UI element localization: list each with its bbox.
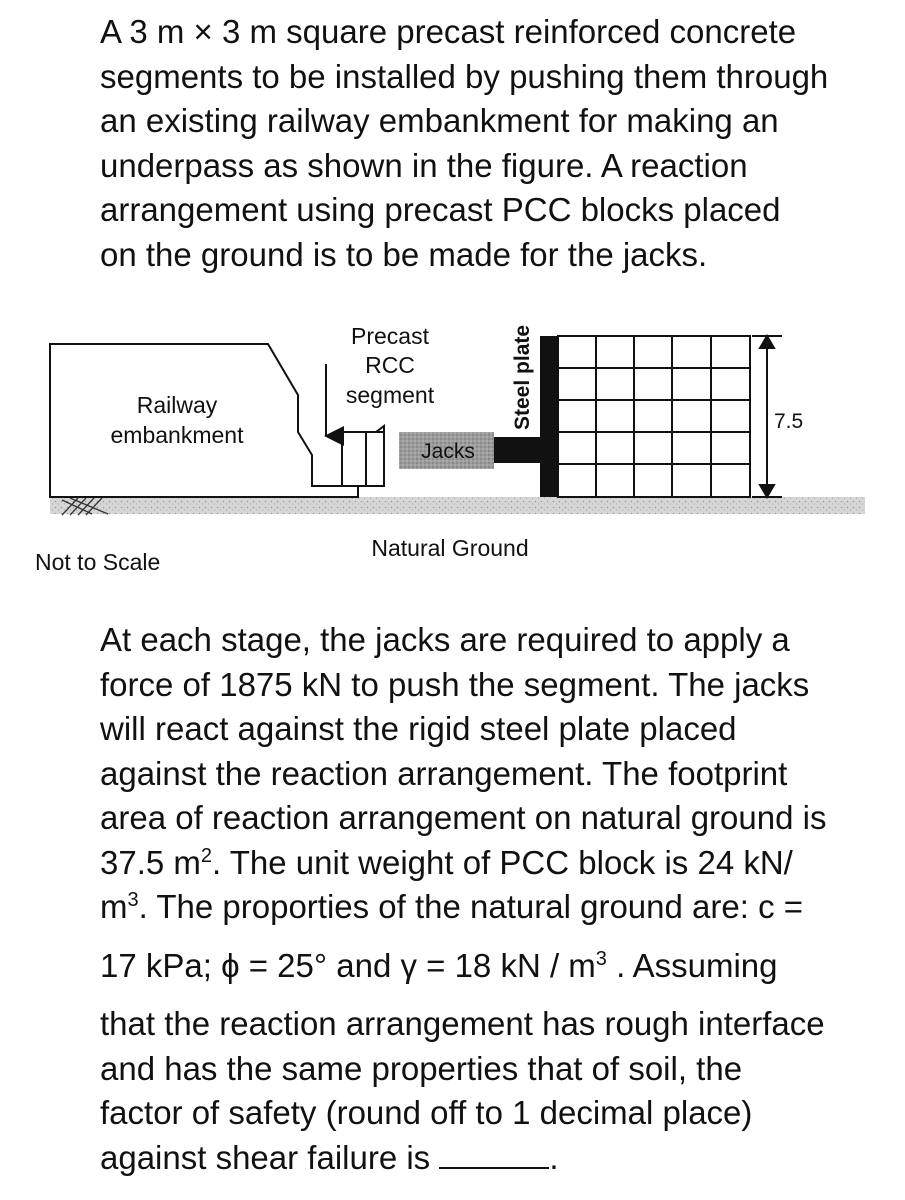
unit-weight-text: . The unit weight of PCC block is 24 kN/ xyxy=(212,843,793,881)
area-exponent: 2 xyxy=(200,844,213,867)
intro-line: an existing railway embankment for making an xyxy=(100,102,779,139)
segment-label-3: segment xyxy=(345,382,435,408)
body-line xyxy=(100,841,860,886)
railway-embankment xyxy=(50,344,358,497)
ground-label: Natural Ground xyxy=(371,535,529,561)
underpass-figure xyxy=(0,290,905,590)
problem-body-paragraph xyxy=(100,618,860,1180)
body-line: and has the same properties that of soil, the xyxy=(100,1049,743,1087)
assuming-text: . Assuming xyxy=(606,946,778,984)
problem-intro-paragraph xyxy=(100,10,830,277)
jacks-label: Jacks xyxy=(421,440,475,463)
segment-label-2: RCC xyxy=(365,352,415,378)
intro-line: arrangement using precast PCC blocks placed xyxy=(100,191,781,228)
body-line: will react against the rigid steel plate placed xyxy=(100,710,737,747)
steel-plate-label: Steel plate xyxy=(511,324,534,430)
body-line xyxy=(100,885,860,930)
reaction-block-grid xyxy=(558,336,750,497)
embankment-label-1: Railway xyxy=(136,392,218,418)
body-line xyxy=(100,944,860,989)
body-line: force of 1875 kN to push the segment. The jacks xyxy=(100,665,810,703)
final-line-text: against shear failure is xyxy=(100,1138,431,1176)
segment-collar xyxy=(366,432,384,486)
properties-text: . The proporties of the natural ground are: c = xyxy=(138,888,804,925)
gamma-unit-exponent: 3 xyxy=(595,947,607,970)
steel-plate xyxy=(540,336,558,497)
unit-exponent: 3 xyxy=(127,889,139,911)
intro-line: on the ground is to be made for the jacks. xyxy=(100,235,708,273)
body-line: against the reaction arrangement. The footprint xyxy=(100,754,788,792)
segment-label-1: Precast xyxy=(351,323,429,349)
natural-ground-strip xyxy=(50,497,865,514)
jack-connector xyxy=(494,437,540,463)
body-line: At each stage, the jacks are required to apply a xyxy=(100,621,790,658)
area-value: 37.5 m xyxy=(100,843,201,881)
soil-parameters: 17 kPa; ϕ = 25° and γ = 18 kN / m xyxy=(100,946,596,984)
body-line: factor of safety (round off to 1 decimal place) xyxy=(100,1094,753,1131)
intro-line: segments to be installed by pushing them through xyxy=(100,57,829,95)
body-line: that the reaction arrangement has rough interface xyxy=(100,1005,825,1042)
embankment-label-2: embankment xyxy=(110,422,244,448)
height-label: 7.5 xyxy=(774,410,804,433)
body-line: against shear failure is . xyxy=(100,1138,559,1176)
intro-line: underpass as shown in the figure. A reaction xyxy=(100,146,748,184)
unit-m: m xyxy=(100,888,128,925)
body-line: area of reaction arrangement on natural ground is xyxy=(100,799,827,836)
scale-note: Not to Scale xyxy=(35,549,161,575)
intro-line: A 3 m × 3 m square precast reinforced concrete xyxy=(100,13,797,50)
answer-blank[interactable] xyxy=(439,1141,549,1169)
